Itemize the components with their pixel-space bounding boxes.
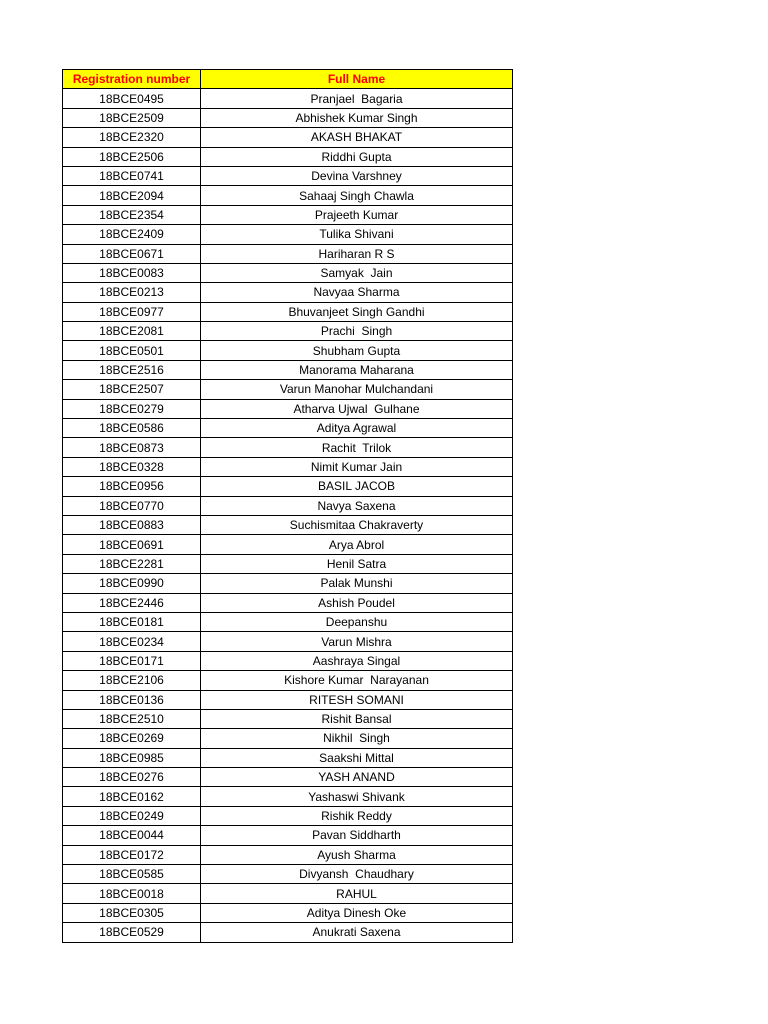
full-name-cell[interactable]: Ashish Poudel	[201, 593, 513, 612]
full-name-cell[interactable]: Ayush Sharma	[201, 845, 513, 864]
registration-number-cell[interactable]: 18BCE2446	[63, 593, 201, 612]
full-name-cell[interactable]: Aditya Agrawal	[201, 419, 513, 438]
table-row	[63, 380, 513, 399]
registration-number-cell[interactable]: 18BCE2509	[63, 108, 201, 127]
table-row	[63, 108, 513, 127]
table-body	[63, 89, 513, 942]
table-row	[63, 612, 513, 631]
registration-number-cell[interactable]: 18BCE2354	[63, 205, 201, 224]
full-name-cell[interactable]: Prajeeth Kumar	[201, 205, 513, 224]
full-name-cell[interactable]: Suchismitaa Chakraverty	[201, 515, 513, 534]
table-row	[63, 806, 513, 825]
header-registration-number[interactable]: Registration number	[63, 70, 201, 89]
full-name-cell[interactable]: Henil Satra	[201, 554, 513, 573]
full-name-cell[interactable]: Aditya Dinesh Oke	[201, 903, 513, 922]
registration-number-cell[interactable]: 18BCE2281	[63, 554, 201, 573]
full-name-cell[interactable]: Manorama Maharana	[201, 360, 513, 379]
registration-table	[62, 69, 513, 943]
table-row	[63, 574, 513, 593]
table-row	[63, 419, 513, 438]
table-row	[63, 244, 513, 263]
full-name-cell[interactable]: Bhuvanjeet Singh Gandhi	[201, 302, 513, 321]
table-row	[63, 477, 513, 496]
table-row	[63, 166, 513, 185]
full-name-cell[interactable]: Rishit Bansal	[201, 709, 513, 728]
registration-number-cell[interactable]: 18BCE2510	[63, 709, 201, 728]
full-name-cell[interactable]: Sahaaj Singh Chawla	[201, 186, 513, 205]
table-row	[63, 263, 513, 282]
registration-number-cell[interactable]: 18BCE2507	[63, 380, 201, 399]
table-row	[63, 632, 513, 651]
registration-number-cell[interactable]: 18BCE0276	[63, 768, 201, 787]
registration-number-cell[interactable]: 18BCE0529	[63, 923, 201, 942]
full-name-cell[interactable]: Hariharan R S	[201, 244, 513, 263]
table-row	[63, 865, 513, 884]
full-name-cell[interactable]: Navyaa Sharma	[201, 283, 513, 302]
registration-number-cell[interactable]: 18BCE0279	[63, 399, 201, 418]
full-name-cell[interactable]: Tulika Shivani	[201, 225, 513, 244]
table-row	[63, 729, 513, 748]
full-name-cell[interactable]: Varun Manohar Mulchandani	[201, 380, 513, 399]
table-row	[63, 186, 513, 205]
table-row	[63, 341, 513, 360]
table-row	[63, 322, 513, 341]
registration-number-cell[interactable]: 18BCE2409	[63, 225, 201, 244]
full-name-cell[interactable]: Pranjael Bagaria	[201, 89, 513, 108]
table-row	[63, 826, 513, 845]
full-name-cell[interactable]: Kishore Kumar Narayanan	[201, 671, 513, 690]
registration-number-cell[interactable]: 18BCE2106	[63, 671, 201, 690]
table-row	[63, 690, 513, 709]
full-name-cell[interactable]: Pavan Siddharth	[201, 826, 513, 845]
table-row	[63, 709, 513, 728]
registration-number-cell[interactable]: 18BCE0249	[63, 806, 201, 825]
registration-number-cell[interactable]: 18BCE0328	[63, 457, 201, 476]
table-row	[63, 671, 513, 690]
registration-number-cell[interactable]: 18BCE0501	[63, 341, 201, 360]
full-name-cell[interactable]: Arya Abrol	[201, 535, 513, 554]
registration-number-cell[interactable]: 18BCE0883	[63, 515, 201, 534]
table-row	[63, 360, 513, 379]
registration-number-cell[interactable]: 18BCE0083	[63, 263, 201, 282]
registration-number-cell[interactable]: 18BCE0956	[63, 477, 201, 496]
full-name-cell[interactable]: Navya Saxena	[201, 496, 513, 515]
table-row	[63, 283, 513, 302]
full-name-cell[interactable]: AKASH BHAKAT	[201, 128, 513, 147]
registration-number-cell[interactable]: 18BCE0181	[63, 612, 201, 631]
table-row	[63, 787, 513, 806]
registration-number-cell[interactable]: 18BCE0585	[63, 865, 201, 884]
table-row	[63, 147, 513, 166]
full-name-cell[interactable]: Devina Varshney	[201, 166, 513, 185]
full-name-cell[interactable]: Nikhil Singh	[201, 729, 513, 748]
registration-number-cell[interactable]: 18BCE0234	[63, 632, 201, 651]
full-name-cell[interactable]: Nimit Kumar Jain	[201, 457, 513, 476]
table-row	[63, 651, 513, 670]
header-row	[63, 70, 513, 89]
table-row	[63, 923, 513, 942]
registration-number-cell[interactable]: 18BCE0977	[63, 302, 201, 321]
registration-number-cell[interactable]: 18BCE0305	[63, 903, 201, 922]
table-row	[63, 748, 513, 767]
table-row	[63, 884, 513, 903]
full-name-cell[interactable]: Rachit Trilok	[201, 438, 513, 457]
registration-number-cell[interactable]: 18BCE0741	[63, 166, 201, 185]
table-row	[63, 554, 513, 573]
table-row	[63, 593, 513, 612]
full-name-cell[interactable]: Saakshi Mittal	[201, 748, 513, 767]
registration-number-cell[interactable]: 18BCE0172	[63, 845, 201, 864]
full-name-cell[interactable]: Riddhi Gupta	[201, 147, 513, 166]
registration-number-cell[interactable]: 18BCE0018	[63, 884, 201, 903]
table-row	[63, 438, 513, 457]
registration-number-cell[interactable]: 18BCE0873	[63, 438, 201, 457]
full-name-cell[interactable]: Varun Mishra	[201, 632, 513, 651]
full-name-cell[interactable]: RAHUL	[201, 884, 513, 903]
header-full-name[interactable]: Full Name	[201, 70, 513, 89]
full-name-cell[interactable]: Yashaswi Shivank	[201, 787, 513, 806]
table-row	[63, 128, 513, 147]
table-row	[63, 845, 513, 864]
registration-number-cell[interactable]: 18BCE0044	[63, 826, 201, 845]
full-name-cell[interactable]: Samyak Jain	[201, 263, 513, 282]
full-name-cell[interactable]: Deepanshu	[201, 612, 513, 631]
registration-number-cell[interactable]: 18BCE2320	[63, 128, 201, 147]
table-row	[63, 903, 513, 922]
full-name-cell[interactable]: Anukrati Saxena	[201, 923, 513, 942]
full-name-cell[interactable]: YASH ANAND	[201, 768, 513, 787]
registration-number-cell[interactable]: 18BCE0586	[63, 419, 201, 438]
full-name-cell[interactable]: Shubham Gupta	[201, 341, 513, 360]
registration-number-cell[interactable]: 18BCE0691	[63, 535, 201, 554]
registration-number-cell[interactable]: 18BCE2081	[63, 322, 201, 341]
table-row	[63, 89, 513, 108]
table-row	[63, 399, 513, 418]
full-name-cell[interactable]: Atharva Ujwal Gulhane	[201, 399, 513, 418]
full-name-cell[interactable]: Divyansh Chaudhary	[201, 865, 513, 884]
registration-number-cell[interactable]: 18BCE2516	[63, 360, 201, 379]
registration-number-cell[interactable]: 18BCE2506	[63, 147, 201, 166]
registration-number-cell[interactable]: 18BCE0985	[63, 748, 201, 767]
registration-number-cell[interactable]: 18BCE0770	[63, 496, 201, 515]
table-row	[63, 302, 513, 321]
full-name-cell[interactable]: Abhishek Kumar Singh	[201, 108, 513, 127]
full-name-cell[interactable]: Aashraya Singal	[201, 651, 513, 670]
registration-number-cell[interactable]: 18BCE0162	[63, 787, 201, 806]
table-row	[63, 205, 513, 224]
registration-number-cell[interactable]: 18BCE0171	[63, 651, 201, 670]
registration-number-cell[interactable]: 18BCE0269	[63, 729, 201, 748]
full-name-cell[interactable]: RITESH SOMANI	[201, 690, 513, 709]
registration-number-cell[interactable]: 18BCE0213	[63, 283, 201, 302]
spreadsheet-sheet	[62, 69, 512, 943]
registration-number-cell[interactable]: 18BCE2094	[63, 186, 201, 205]
table-row	[63, 225, 513, 244]
full-name-cell[interactable]: Rishik Reddy	[201, 806, 513, 825]
table-row	[63, 535, 513, 554]
registration-number-cell[interactable]: 18BCE0136	[63, 690, 201, 709]
table-row	[63, 768, 513, 787]
table-row	[63, 457, 513, 476]
full-name-cell[interactable]: Palak Munshi	[201, 574, 513, 593]
registration-number-cell[interactable]: 18BCE0671	[63, 244, 201, 263]
full-name-cell[interactable]: BASIL JACOB	[201, 477, 513, 496]
registration-number-cell[interactable]: 18BCE0990	[63, 574, 201, 593]
registration-number-cell[interactable]: 18BCE0495	[63, 89, 201, 108]
table-row	[63, 515, 513, 534]
full-name-cell[interactable]: Prachi Singh	[201, 322, 513, 341]
table-row	[63, 496, 513, 515]
